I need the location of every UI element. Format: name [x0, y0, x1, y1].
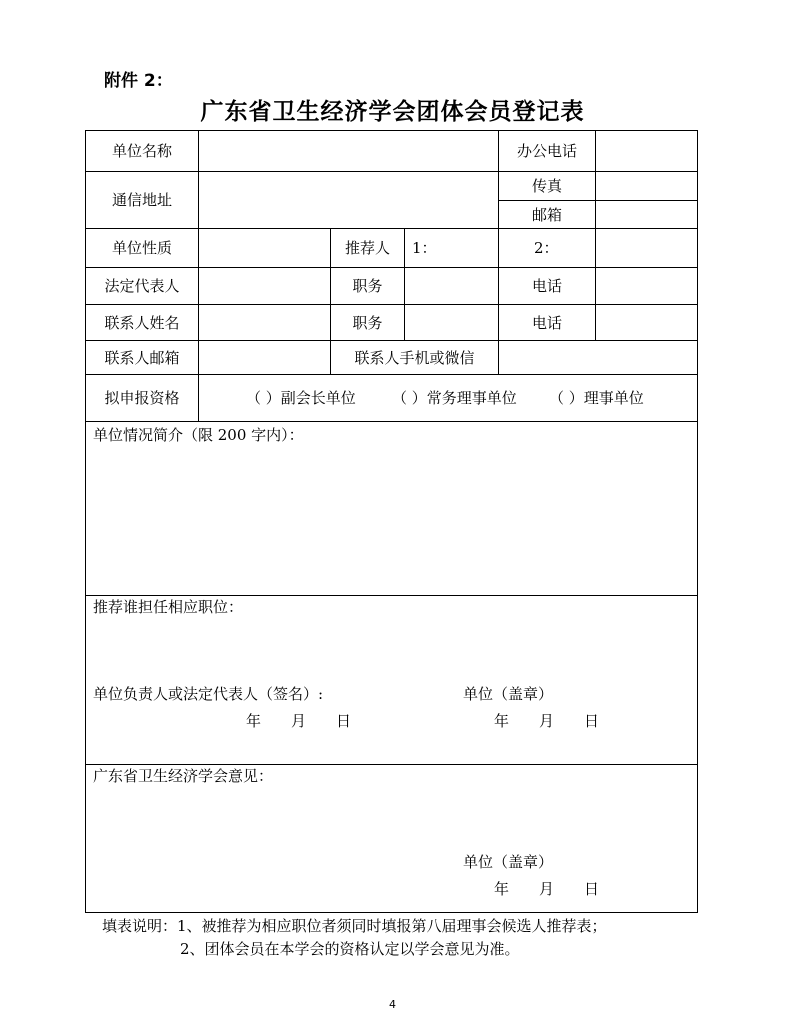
legal-rep-label: 法定代表人	[104, 277, 180, 295]
date-left: 年 月 日	[246, 712, 352, 730]
form-title: 广东省卫生经济学会团体会员登记表	[200, 99, 585, 125]
address-field[interactable]	[199, 172, 497, 228]
option-director[interactable]: （ ）理事单位	[549, 389, 644, 407]
page-number: 4	[389, 998, 396, 1011]
society-opinion-label: 广东省卫生经济学会意见：	[93, 767, 274, 785]
fax-label: 传真	[531, 177, 562, 195]
office-phone-field[interactable]	[596, 132, 697, 171]
contact-email-field[interactable]	[199, 341, 330, 374]
fax-field[interactable]	[596, 172, 697, 200]
seal-label-2: 单位（盖章）	[463, 853, 554, 871]
recommend-position-label: 推荐谁担任相应职位：	[93, 598, 244, 616]
address-label: 通信地址	[111, 191, 172, 209]
qualification-label: 拟申报资格	[104, 389, 180, 407]
contact-phone-label: 电话	[531, 313, 562, 332]
registration-form	[85, 130, 698, 913]
date-right: 年 月 日	[494, 712, 600, 730]
recommender-2[interactable]: 2：	[534, 239, 559, 257]
phone-label: 电话	[531, 277, 562, 295]
contact-phone-field[interactable]	[596, 305, 697, 340]
unit-nature-label: 单位性质	[111, 239, 172, 257]
date-bottom: 年 月 日	[494, 880, 600, 898]
mailbox-label: 邮箱	[531, 205, 562, 224]
contact-email-label: 联系人邮箱	[104, 348, 180, 367]
intro-label: 单位情况简介（限 200 字内）：	[93, 426, 304, 444]
legal-rep-field[interactable]	[199, 268, 330, 304]
contact-name-label: 联系人姓名	[104, 313, 180, 332]
unit-nature-field[interactable]	[199, 229, 330, 267]
option-standing-director[interactable]: （ ）常务理事单位	[392, 389, 517, 407]
intro-field[interactable]	[87, 449, 697, 594]
recommender-1[interactable]: 1：	[412, 239, 437, 257]
office-phone-label: 办公电话	[516, 142, 577, 160]
phone-field[interactable]	[596, 268, 697, 304]
unit-name-label: 单位名称	[111, 142, 172, 160]
option-vice-president[interactable]: （ ）副会长单位	[246, 389, 356, 407]
seal-label: 单位（盖章）	[463, 685, 554, 703]
mailbox-field[interactable]	[596, 201, 697, 228]
recommender-label: 推荐人	[344, 239, 390, 257]
note-line-1: 填表说明：1、被推荐为相应职位者须同时填报第八届理事会候选人推荐表；	[102, 917, 607, 935]
contact-mobile-field[interactable]	[499, 341, 697, 374]
contact-position-label: 职务	[352, 313, 383, 332]
signature-label: 单位负责人或法定代表人（签名）:	[93, 685, 324, 703]
attachment-label: 附件 2：	[104, 71, 173, 91]
position-field[interactable]	[405, 268, 498, 304]
contact-name-field[interactable]	[199, 305, 330, 340]
note-line-2: 2、团体会员在本学会的资格认定以学会意见为准。	[180, 940, 520, 958]
unit-name-field[interactable]	[199, 132, 497, 171]
contact-position-field[interactable]	[405, 305, 498, 340]
contact-mobile-label: 联系人手机或微信	[354, 348, 475, 367]
position-label: 职务	[352, 277, 383, 295]
